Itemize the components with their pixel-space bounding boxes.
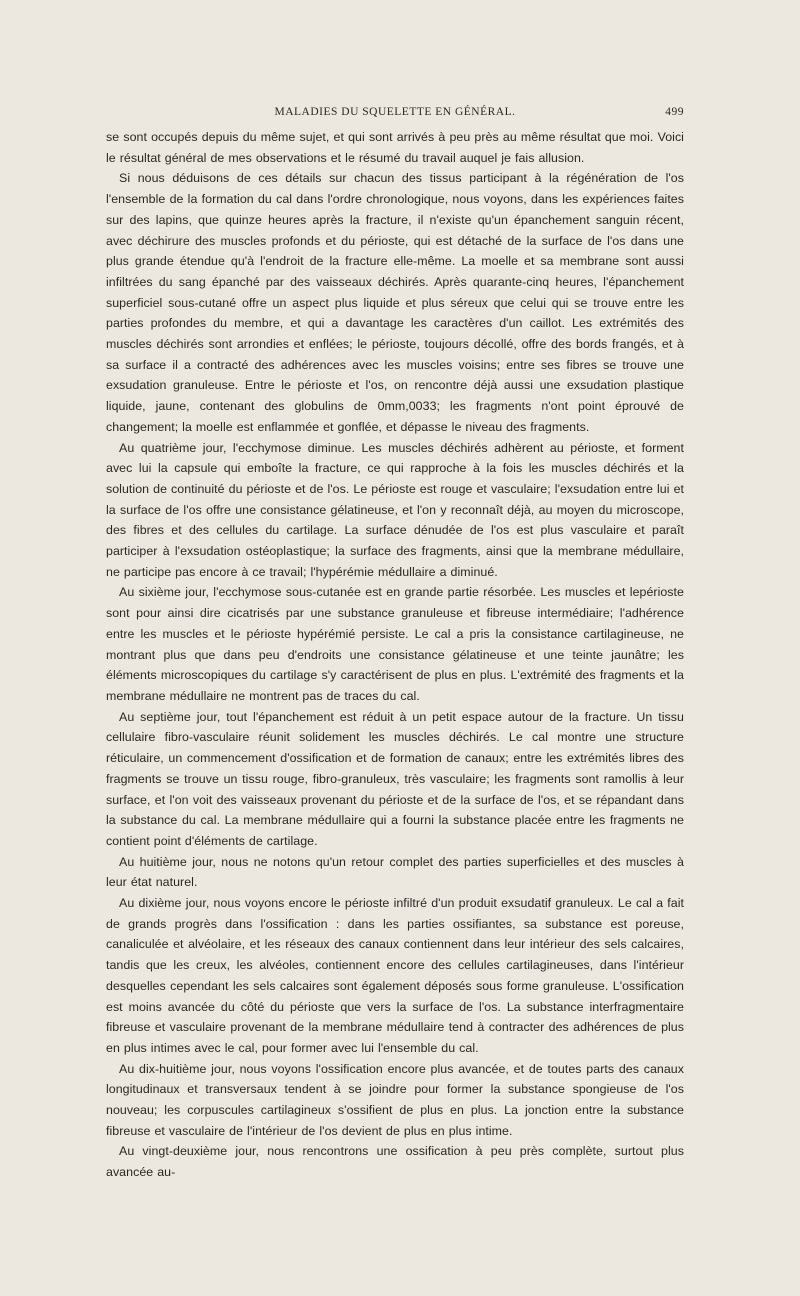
body-text bbox=[106, 127, 684, 1183]
paragraph-7: Au dixième jour, nous voyons encore le périoste infiltré d'un produit exsudatif granuleux. Le cal a fait de grands progrès dans l'ossification : dans les parties ossifiantes, sa substance est poreuse, canaliculée et alvéolaire, et les réseaux des canaux contiennent dans leur intérieur des sels calcaires, tandis que les creux, les alvéoles, contiennent encore des cellules cartilagineuses, dans l'intérieur desquelles cependant les sels calcaires sont également déposés sous forme granuleuse. L'ossification est moins avancée du côté du périoste que vers la surface de l'os. La substance interfragmentaire fibreuse et vasculaire provenant de la membrane médullaire tend à contracter des adhérences de plus en plus intimes avec le cal, pour former avec lui l'ensemble du cal. bbox=[106, 896, 684, 1055]
running-title: MALADIES DU SQUELETTE EN GÉNÉRAL. bbox=[274, 106, 516, 118]
paragraph-4: Au sixième jour, l'ecchymose sous-cutanée est en grande partie résorbée. Les muscles et lepérioste sont pour ainsi dire cicatrisés par une substance granuleuse et fibreuse intermédiaire; l'adhérence entre les muscles et le périoste hypérémié persiste. Le cal a pris la consistance cartilagineuse, ne montrant plus que dans peu d'endroits une consistance gélatineuse et une teinte jaunâtre; les éléments microscopiques du cartilage s'y caractérisent de plus en plus. L'extrémité des fragments et la membrane médullaire ne montrent pas de traces du cal. bbox=[106, 585, 684, 703]
paragraph-9: Au vingt-deuxième jour, nous rencontrons une ossification à peu près complète, surtout plus avancée au- bbox=[106, 1144, 684, 1180]
page-number: 499 bbox=[665, 106, 684, 118]
paragraph-5: Au septième jour, tout l'épanchement est réduit à un petit espace autour de la fracture. Un tissu cellulaire fibro-vasculaire réunit solidement les muscles déchirés. Le cal montre une structure réticulaire, un commencement d'ossification et de formation de canaux; entre les extrémités libres des fragments se trouve un tissu rouge, fibro-granuleux, très vasculaire; les fragments sont ramollis à leur surface, et l'on voit des vaisseaux provenant du périoste et de la surface de l'os, et se répandant dans la substance du cal. La membrane médullaire qui a fourni la substance placée entre les fragments ne contient point d'éléments de cartilage. bbox=[106, 709, 684, 848]
paragraph-3: Au quatrième jour, l'ecchymose diminue. Les muscles déchirés adhèrent au périoste, et forment avec lui la capsule qui emboîte la fracture, ce qui rapproche à la fois les muscles déchirés et la solution de continuité du périoste et de l'os. Le périoste est rouge et vasculaire; l'exsudation entre lui et la surface de l'os offre une consistance gélatineuse, et l'on y reconnaît déjà, au moyen du microscope, des fibres et des cellules du cartilage. La surface dénudée de l'os est plus vasculaire et paraît participer à l'exsudation ostéoplastique; la surface des fragments, ainsi que la membrane médullaire, ne participe pas encore à ce travail; l'hypérémie médullaire a diminué. bbox=[106, 440, 684, 579]
running-head bbox=[106, 106, 684, 122]
paragraph-6: Au huitième jour, nous ne notons qu'un retour complet des parties superficielles et des muscles à leur état naturel. bbox=[106, 854, 684, 890]
paragraph-8: Au dix-huitième jour, nous voyons l'ossification encore plus avancée, et de toutes parts des canaux longitudinaux et transversaux tendent à se joindre pour former la substance spongieuse de l'os nouveau; les corpuscules cartilagineux s'ossifient de plus en plus. La jonction entre la substance fibreuse et vasculaire de l'intérieur de l'os devient de plus en plus intime. bbox=[106, 1061, 684, 1138]
paragraph-2: Si nous déduisons de ces détails sur chacun des tissus participant à la régénération de l'os l'ensemble de la formation du cal dans l'ordre chronologique, nous voyons, dans les expériences faites sur des lapins, que quinze heures après la fracture, il n'existe qu'un épanchement sanguin récent, avec déchirure des muscles profonds et du périoste, qui est détaché de la surface de l'os dans une plus grande étendue qu'à l'endroit de la fracture elle-même. La moelle et sa membrane sont aussi infiltrées du sang épanché par des vaisseaux déchirés. Après quarante-cinq heures, l'épanchement superficiel sous-cutané offre un aspect plus liquide et plus séreux que celui qui se trouve entre les parties profondes du membre, et qui a davantage les caractères d'un caillot. Les extrémités des muscles déchirés sont arrondies et enflées; le périoste, toujours décollé, offre des bords frangés, et à sa surface il a contracté des adhérences avec les muscles voisins; entre ses fibres se trouve une exsudation granuleuse. Entre le périoste et l'os, on rencontre déjà aussi une exsudation plastique liquide, jaune, contenant des globulins de 0mm,0033; les fragments n'ont point éprouvé de changement; la moelle est enflammée et gonflée, et dépasse le niveau des fragments. bbox=[106, 171, 684, 434]
paragraph-1: se sont occupés depuis du même sujet, et qui sont arrivés à peu près au même résultat que moi. Voici le résultat général de mes observations et le résumé du travail auquel je fais allusion. bbox=[106, 130, 684, 165]
